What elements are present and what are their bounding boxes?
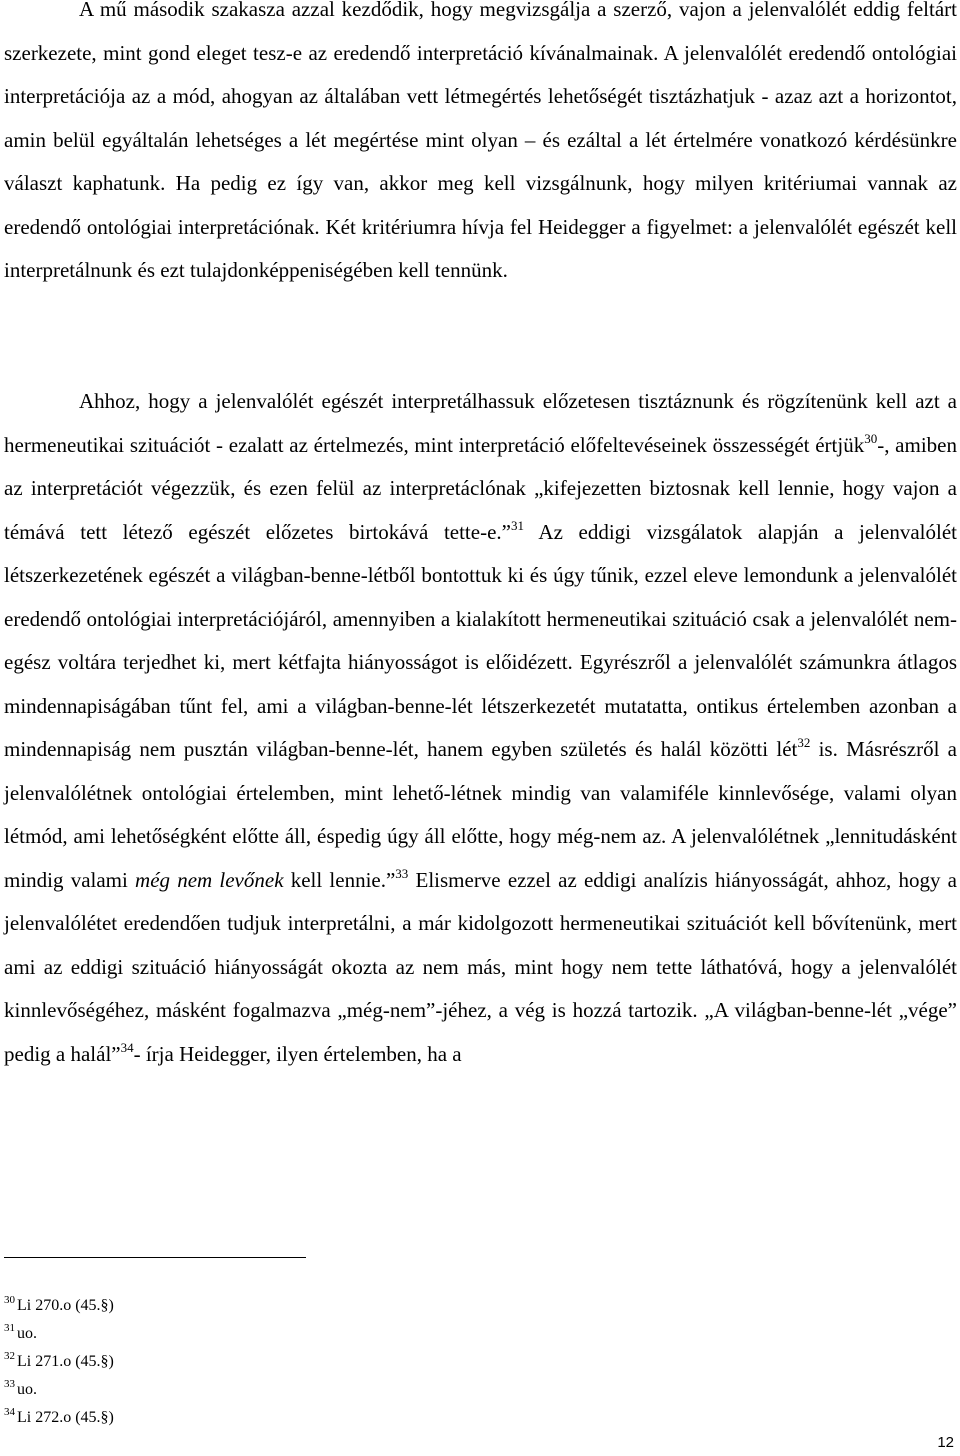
footnotes <box>4 1292 504 1432</box>
footnote-text: Li 270.o (45.§) <box>17 1297 114 1314</box>
footnote-number: 33 <box>4 1378 15 1390</box>
footnote-ref-30[interactable]: 30 <box>864 430 878 446</box>
footnote-text: Li 271.o (45.§) <box>17 1353 114 1370</box>
footnote-33 <box>4 1376 504 1404</box>
footnote-text: uo. <box>17 1381 37 1398</box>
footnote-ref-32[interactable]: 32 <box>797 735 811 750</box>
page-number: 12 <box>937 1434 954 1451</box>
paragraph-2-text-a: Ahhoz, hogy a jelenvalólét egészét interpretálhassuk előzetesen tisztáznunk és rögzítenünk kell azt a hermeneutikai szituációt - ezalatt az értelmezés, mint interpretáció előfeltevéseinek összességét értjük <box>4 389 957 457</box>
footnote-number: 32 <box>4 1350 15 1362</box>
paragraph-2-text-c: Az eddigi vizsgálatok alapján a jelenvalólét létszerkezetének egészét a világban-benne-létből bontottuk ki és úgy tűnik, ezzel eleve lemondunk a jelenvalólét eredendő ontológiai interpretációjáról, amennyiben a kialakított hermeneutikai szituáció csak a jelenvalólét nem-egész voltára terjedhet ki, mert kétfajta hiányosságot is előidézett. Egyrészről a jelenvalólét számunkra átlagos mindennapiságában tűnt fel, ami a világban-benne-lét létszerkezetét mutatatta, ontikus értelemben azonban a mindennapiság nem pusztán világban-benne-lét, hanem egyben születés és halál közötti lét <box>4 519 957 761</box>
footnote-ref-31[interactable]: 31 <box>510 517 524 533</box>
paragraph-2 <box>4 380 957 1076</box>
footnote-ref-34[interactable]: 34 <box>120 1039 134 1055</box>
footnote-number: 31 <box>4 1322 15 1334</box>
paragraph-1 <box>4 0 957 293</box>
footnote-text: Li 272.o (45.§) <box>17 1409 114 1426</box>
footnote-ref-33[interactable]: 33 <box>395 865 409 881</box>
footnote-31 <box>4 1320 504 1348</box>
paragraph-1-text: A mű második szakasza azzal kezdődik, hogy megvizsgálja a szerző, vajon a jelenvalólét eddig feltárt szerkezete, mint gond eleget tesz-e az eredendő interpretáció kívánalmainak. A jelenvalólét eredendő ontológiai interpretációja az a mód, ahogyan az általában vett létmegértés lehetőségét tisztázhatjuk - azaz azt a horizontot, amin belül egyáltalán lehetséges a lét megértése mint olyan – és ezáltal a lét értelmére vonatkozó kérdésünkre választ kaphatunk. Ha pedig ez így van, akkor meg kell vizsgálnunk, hogy milyen kritériumai vannak az eredendő ontológiai interpretációnak. Két kritériumra hívja fel Heidegger a figyelmet: a jelenvalólét egészét kell interpretálnunk és ezt tulajdonképpeniségében kell tennünk. <box>4 0 957 282</box>
paragraph-2-text-d: is. Másrészről a jelenvalólétnek ontológiai értelemben, mint lehető-létnek mindig van valamiféle kinnlevősége, valami olyan létmód, ami lehetőségként előtte áll, éspedig úgy áll előtte, hogy még-nem az. A jelenvalólétnek „lennitudásként mindig valami <box>4 737 957 892</box>
paragraph-2-text-g: - írja Heidegger, ilyen értelemben, ha a <box>133 1041 462 1066</box>
paragraph-2-italic: még nem levőnek <box>135 867 284 892</box>
footnote-34 <box>4 1404 504 1432</box>
footnote-number: 30 <box>4 1294 15 1306</box>
paragraph-2-text-b: -, amiben az interpretációt végezzük, és ezen felül az interpretáclónak „kifejezetten biztosnak kell lennie, hogy vajon a témává tett létező egészét előzetes birtokává tette-e.” <box>4 432 957 544</box>
footnote-separator <box>4 1257 306 1258</box>
footnote-number: 34 <box>4 1406 15 1418</box>
footnote-30 <box>4 1292 504 1320</box>
paragraph-2-text-e: kell lennie.” <box>283 867 396 892</box>
footnote-text: uo. <box>17 1325 37 1342</box>
paragraph-2-text-f: Elismerve ezzel az eddigi analízis hiányosságát, ahhoz, hogy a jelenvalólétet eredendően tudjuk interpretálni, a már kidolgozott hermeneutikai szituációt kell bővítenünk, mert ami az eddigi szituáció hiányosságát okozta az nem más, mint hogy nem tette láthatóvá, hogy a jelenvalólét kinnlevőségéhez, másként fogalmazva „még-nem”-jéhez, a vég is hozzá tartozik. „A világban-benne-lét „vége” pedig a halál” <box>4 867 958 1066</box>
footnote-32 <box>4 1348 504 1376</box>
